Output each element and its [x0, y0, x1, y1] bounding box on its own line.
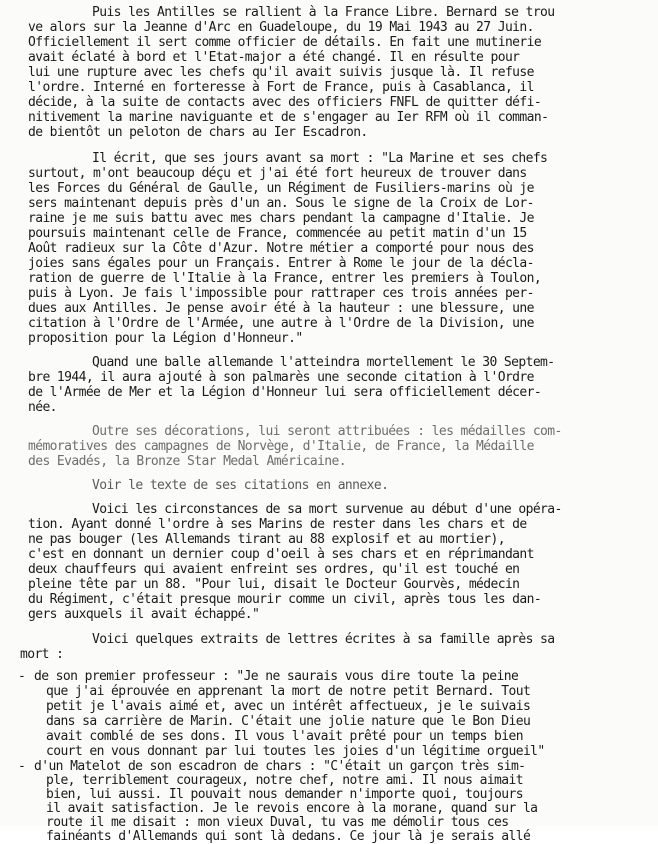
bullet-mark: -	[18, 669, 26, 684]
text-line: Officiellement il sert comme officier de détails. En fait une mutinerie	[28, 35, 542, 50]
text-line: Puis les Antilles se rallient à la France Libre. Bernard se trou	[92, 5, 555, 20]
text-line: avait comblé de ses dons. Il vous l'avait prêté pour un temps bien	[46, 729, 523, 744]
text-line: lui une rupture avec les chefs qu'il avait suivis jusque là. Il refuse	[28, 65, 534, 80]
text-line: petit je l'avais aimé et, avec un intérêt affectueux, je le suivais	[46, 699, 531, 714]
text-line: citation à l'Ordre de l'Armée, une autre à l'Ordre de la Division, une	[28, 316, 534, 331]
text-line: d'un Matelot de son escadron de chars : "C'était un garçon très sim-	[34, 759, 526, 774]
text-line: bre 1944, il aura ajouté à son palmarès une seconde citation à l'Ordre	[28, 370, 534, 385]
bullet-mark: -	[18, 759, 26, 774]
text-line: Voici quelques extraits de lettres écrites à sa famille après sa	[92, 632, 555, 647]
text-line: poursuis maintenant celle de France, commencée au petit matin d'un 15	[28, 226, 527, 241]
text-line: surtout, m'ont beaucoup déçu et j'ai été fort heureux de trouver dans	[28, 166, 527, 181]
text-line: c'est en donnant un dernier coup d'oeil à ses chars et en réprimandant	[28, 547, 534, 562]
text-line: du Régiment, c'était presque mourir comme un civil, après tous les dan-	[28, 592, 542, 607]
text-line: de l'Armée de Mer et la Légion d'Honneur lui sera officiellement décer-	[28, 385, 542, 400]
text-line: ne pas bouger (les Allemands tirant au 88 explosif et au mortier),	[28, 532, 505, 547]
text-line: nitivement la marine naviguante et de s'engager au Ier RFM où il comman-	[28, 110, 549, 125]
text-line: de bientôt un peloton de chars au Ier Escadron.	[28, 125, 368, 140]
text-line: ration de guerre de l'Italie à la France, entrer les premiers à Toulon,	[28, 271, 542, 286]
text-line: ple, terriblement courageux, notre chef, notre ami. Il nous aimait	[46, 773, 523, 788]
text-line: Il écrit, que ses jours avant sa mort : "La Marine et ses chefs	[92, 151, 548, 166]
text-line: que j'ai éprouvée en apprenant la mort de notre petit Bernard. Tout	[46, 684, 531, 699]
text-line: joies sans égales pour un Français. Entrer à Rome le jour de la décla-	[28, 256, 534, 271]
text-line: dues aux Antilles. Je pense avoir été à la hauteur : une blessure, une	[28, 301, 534, 316]
text-line: décide, à la suite de contacts avec des officiers FNFL de quitter défi-	[28, 95, 542, 110]
text-line: tion. Ayant donné l'ordre à ses Marins de rester dans les chars et de	[28, 517, 527, 532]
text-line: Outre ses décorations, lui seront attribuées : les médailles com-	[92, 424, 562, 439]
text-line: de son premier professeur : "Je ne saurais vous dire toute la peine	[34, 669, 519, 684]
text-line: route il me disait : mon vieux Duval, tu vas me démolir tous ces	[46, 815, 509, 830]
text-line: Voir le texte de ses citations en annexe.	[92, 478, 389, 493]
text-line: l'ordre. Interné en forteresse à Fort de France, puis à Casablanca, il	[28, 80, 534, 95]
text-line: il avait satisfaction. Je le revois encore à la morane, quand sur la	[46, 801, 538, 816]
text-line: sers maintenant depuis près d'un an. Sous le signe de la Croix de Lor-	[28, 196, 534, 211]
text-line: née.	[28, 400, 57, 415]
text-line: court en vous donnant par lui toutes les joies d'un légitime orgueil"	[46, 744, 545, 759]
text-line: proposition pour la Légion d'Honneur."	[28, 331, 303, 346]
text-line: dans sa carrière de Marin. C'était une jolie nature que le Bon Dieu	[46, 714, 531, 729]
text-line: mémoratives des campagnes de Norvège, d'Italie, de France, la Médaille	[28, 439, 534, 454]
text-line: Août radieux sur la Côte d'Azur. Notre métier a comporté pour nous des	[28, 241, 534, 256]
text-line: des Evadés, la Bronze Star Medal Américaine.	[28, 454, 346, 469]
text-line: bien, lui aussi. Il pouvait nous demander n'importe quoi, toujours	[46, 787, 523, 802]
text-line: Voici les circonstances de sa mort survenue au début d'une opéra-	[92, 502, 562, 517]
text-line: Quand une balle allemande l'atteindra mortellement le 30 Septem-	[92, 355, 555, 370]
text-line: fainéants d'Allemands qui sont là dedans. Ce jour là je serais allé	[46, 829, 531, 844]
text-line: ve alors sur la Jeanne d'Arc en Guadeloupe, du 19 Mai 1943 au 27 Juin.	[28, 20, 534, 35]
text-line: pleine tête par un 88. "Pour lui, disait le Docteur Gourvès, médecin	[28, 577, 520, 592]
text-line: mort :	[20, 647, 64, 662]
text-line: gers auxquels il avait échappé."	[28, 607, 260, 622]
text-line: avait éclaté à bord et l'Etat-major a été changé. Il en résulte pour	[28, 50, 520, 65]
text-line: deux chauffeurs qui avaient enfreint ses ordres, qu'il est touché en	[28, 562, 520, 577]
text-line: les Forces du Général de Gaulle, un Régiment de Fusiliers-marins où je	[28, 181, 534, 196]
text-line: puis à Lyon. Je fais l'impossible pour rattraper ces trois années per-	[28, 286, 534, 301]
text-line: raine je me suis battu avec mes chars pendant la campagne d'Italie. Je	[28, 211, 534, 226]
